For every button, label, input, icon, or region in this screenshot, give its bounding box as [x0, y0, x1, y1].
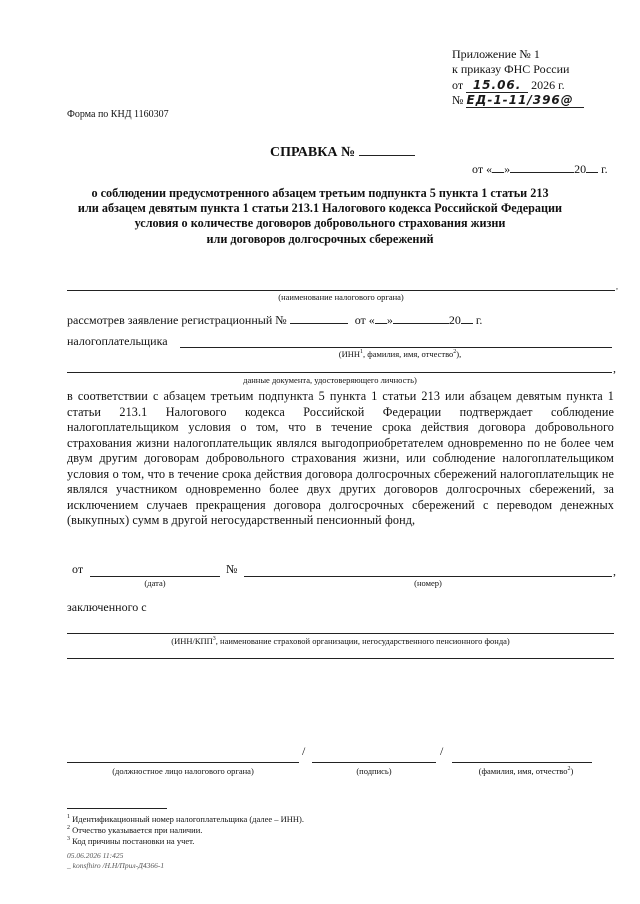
appendix-line2: к приказу ФНС России: [452, 62, 570, 76]
concluded-caption-sup: 3: [212, 636, 216, 643]
subject-block: [40, 186, 600, 247]
subject-line2: или абзацем девятым пункта 1 статьи 213.1 Налогового кодекса Российской Федерации: [77, 201, 563, 216]
contract-comma: ,: [613, 564, 616, 578]
appendix-line1: Приложение № 1: [452, 47, 540, 61]
taxpayer-caption-sup1: 1: [359, 349, 363, 356]
tax-authority-line: [67, 290, 615, 291]
footnote-3-text: Код причины постановки на учет.: [72, 836, 195, 846]
footnote-3: [67, 836, 304, 847]
footnote-2-num: 2: [67, 825, 70, 832]
signature-caption: (подпись): [356, 766, 392, 776]
contract-date-line: [90, 576, 220, 577]
name-caption-text: (фамилия, имя, отчество: [478, 766, 568, 776]
application-quote-close: »: [386, 313, 393, 327]
taxpayer-caption-end: ),: [456, 349, 462, 359]
taxpayer-caption-inn: (ИНН: [338, 349, 360, 359]
print-stamp-line1: 05.06.2026 11:425: [67, 851, 124, 860]
tax-authority-comma: ,: [616, 282, 618, 291]
tax-authority-caption: (наименование налогового органа): [278, 292, 404, 302]
official-line: [67, 762, 299, 763]
date-day-blank: [492, 172, 504, 173]
date-end: г.: [601, 162, 608, 176]
footnote-1: [67, 814, 304, 825]
document-line: [67, 372, 612, 373]
body-paragraph: в соответствии с абзацем третьим подпункта 5 пункта 1 статьи 213 или абзацем девятым пункта 1 статьи 213.1 Налогового кодекса Российской Федерации подтверждает соблюдение налогоплательщиком условия о том, что в течение срока действия договора добровольного страхования жизни налогоплательщик являлся выгодоприобретателем одновременно по не более чем двум другим договорам добровольного страхования жизни, или соблюдение налогоплательщиком условия о том, что в течение срока действия договора долгосрочных сбережений налогоплательщик не являлся участником одновременно более двух других договоров долгосрочных сбережений, за исключением случаев прекращения договора долгосрочных сбережений с переводом денежных (выкупных) сумм в другой негосударственный пенсионный фонд,: [67, 389, 614, 527]
name-caption-sup: 2: [567, 766, 571, 773]
application-from: от «: [354, 313, 375, 327]
appendix-date-suffix: 2026 г.: [531, 78, 565, 92]
concluded-caption: [67, 636, 614, 646]
official-caption: (должностное лицо налогового органа): [112, 766, 254, 776]
subject-line3: условия о количестве договоров добровольного страхования жизни: [134, 216, 506, 231]
document-title-text: СПРАВКА №: [270, 145, 356, 160]
appendix-number-prefix: №: [452, 93, 464, 107]
name-caption-end: ): [570, 766, 574, 776]
signature-slash2: /: [440, 744, 444, 758]
concluded-label: заключенного с: [67, 600, 147, 614]
date-year-blank: [586, 172, 598, 173]
contract-from: от: [72, 562, 84, 576]
name-line: [452, 762, 592, 763]
certificate-date-line: [472, 162, 608, 177]
appendix-date-handwritten: 15.06.: [466, 78, 528, 93]
document-title: [270, 145, 415, 161]
date-year-prefix: 20: [574, 162, 587, 176]
contract-number-caption: (номер): [414, 578, 442, 588]
appendix-number-row: [452, 93, 584, 108]
date-month-blank: [510, 172, 574, 173]
footnote-1-text: Идентификационный номер налогоплательщика (далее – ИНН).: [72, 814, 305, 824]
application-year: 20: [448, 313, 461, 327]
signature-line: [312, 762, 436, 763]
signature-slash1: /: [302, 744, 306, 758]
subject-line4: или договоров долгосрочных сбережений: [206, 231, 434, 246]
concluded-line2: [67, 658, 614, 659]
footnote-1-num: 1: [67, 814, 70, 821]
application-row: [67, 313, 482, 328]
footnote-2-text: Отчество указывается при наличии.: [72, 825, 203, 835]
appendix-date-row: [452, 78, 565, 93]
appendix-number-handwritten: ЕД-1-11/396@: [466, 93, 584, 108]
name-caption: [452, 766, 600, 776]
footnote-separator: [67, 808, 167, 809]
application-day-blank: [375, 323, 387, 324]
contract-number-sign: №: [226, 562, 238, 576]
form-code: Форма по КНД 1160307: [67, 109, 169, 120]
application-year-blank: [461, 323, 473, 324]
taxpayer-line: [180, 347, 612, 348]
application-number-blank: [290, 323, 348, 324]
application-month-blank: [393, 323, 449, 324]
application-label: рассмотрев заявление регистрационный №: [67, 313, 287, 327]
concluded-line1: [67, 633, 614, 634]
document-line-comma: ,: [613, 361, 616, 375]
footnote-list: [67, 814, 304, 847]
contract-number-line: [244, 576, 612, 577]
concluded-caption-inn: (ИНН/КПП: [171, 636, 213, 646]
footnote-2: [67, 825, 304, 836]
document-caption: данные документа, удостоверяющего личность): [243, 375, 417, 385]
print-stamp-line2: _ konsfhiro /Н.Н/Прил-Д4366-1: [67, 860, 165, 870]
appendix-date-prefix: от: [452, 78, 464, 92]
subject-line1: о соблюдении предусмотренного абзацем третьим подпункта 5 пункта 1 статьи 213: [91, 186, 549, 200]
concluded-caption-org: , наименование страховой организации, негосударственного пенсионного фонда): [215, 636, 510, 646]
print-stamp: [67, 851, 164, 870]
title-number-blank: [359, 155, 415, 156]
taxpayer-caption: [260, 349, 540, 359]
footnote-3-num: 3: [67, 836, 70, 843]
taxpayer-caption-fio: , фамилия, имя, отчество: [362, 349, 454, 359]
date-open: от «: [472, 162, 493, 176]
application-year-end: г.: [475, 313, 483, 327]
date-mid: »: [504, 162, 511, 176]
taxpayer-caption-sup2: 2: [453, 349, 457, 356]
taxpayer-label: налогоплательщика: [67, 334, 168, 348]
contract-date-caption: (дата): [144, 578, 166, 588]
